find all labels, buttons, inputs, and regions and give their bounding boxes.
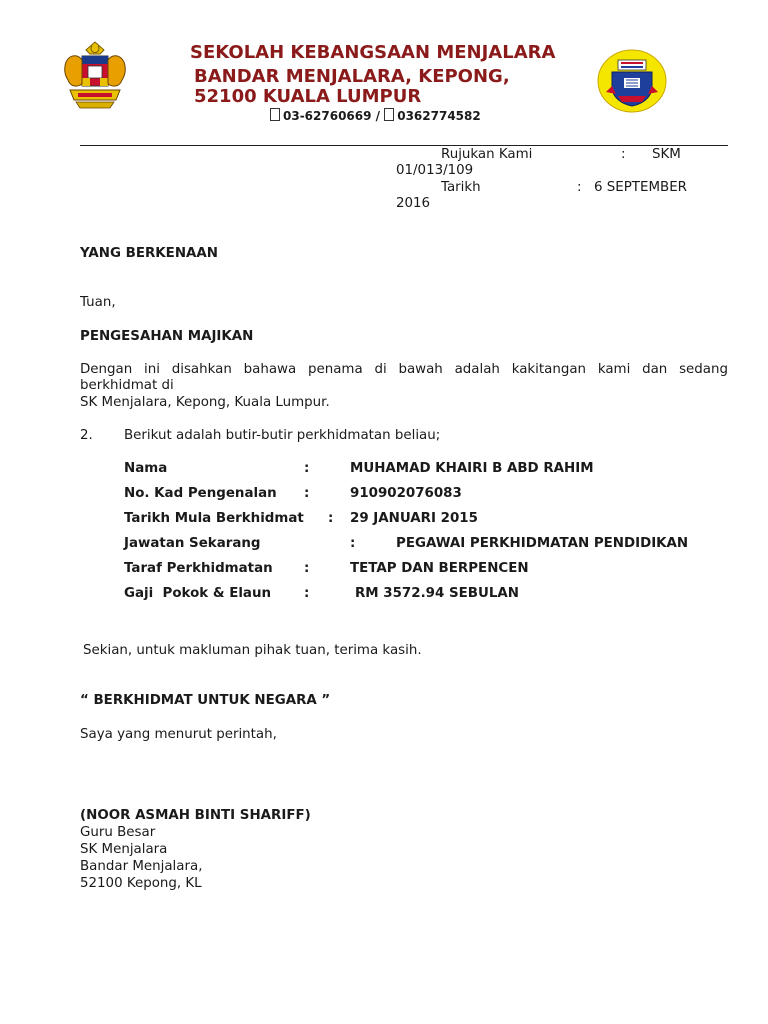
rujukan-label: Rujukan Kami <box>441 147 533 162</box>
detail-colon: : <box>328 511 334 526</box>
header-divider <box>80 145 728 146</box>
signatory-address-line3: 52100 Kepong, KL <box>80 876 202 891</box>
detail-value: PEGAWAI PERKHIDMATAN PENDIDIKAN <box>396 536 689 551</box>
detail-colon: : <box>350 536 356 551</box>
recipient: YANG BERKENAAN <box>80 246 218 261</box>
detail-value: RM 3572.94 SEBULAN <box>355 586 519 601</box>
para2-text: Berikut adalah butir-butir perkhidmatan beliau; <box>124 428 441 443</box>
school-name: SEKOLAH KEBANGSAAN MENJALARA <box>190 42 556 63</box>
detail-value: MUHAMAD KHAIRI B ABD RAHIM <box>350 461 594 476</box>
signatory-address-line1: SK Menjalara <box>80 842 168 857</box>
intro-line1: Dengan ini disahkan bahawa penama di bawah adalah kakitangan kami dan sedang <box>80 362 728 377</box>
sign-intro: Saya yang menurut perintah, <box>80 727 277 742</box>
detail-colon: : <box>304 486 310 501</box>
closing-text: Sekian, untuk makluman pihak tuan, terima kasih. <box>83 643 422 658</box>
tarikh-colon: : <box>577 180 582 195</box>
detail-colon: : <box>304 461 310 476</box>
phone-icon <box>384 108 394 121</box>
para2-number: 2. <box>80 428 93 443</box>
tarikh-value: 6 SEPTEMBER <box>594 180 687 195</box>
phone-icon <box>270 108 280 121</box>
intro-line3: SK Menjalara, Kepong, Kuala Lumpur. <box>80 395 330 410</box>
tarikh-label: Tarikh <box>441 180 481 195</box>
detail-colon: : <box>304 586 310 601</box>
detail-label: Tarikh Mula Berkhidmat <box>124 511 304 526</box>
detail-value: TETAP DAN BERPENCEN <box>350 561 529 576</box>
rujukan-value: SKM <box>652 147 681 162</box>
detail-value: 29 JANUARI 2015 <box>350 511 478 526</box>
tarikh-value-cont: 2016 <box>396 196 431 211</box>
detail-label: No. Kad Pengenalan <box>124 486 277 501</box>
malaysia-coat-of-arms-icon <box>62 40 128 110</box>
rujukan-value-cont: 01/013/109 <box>396 163 474 178</box>
rujukan-colon: : <box>621 147 626 162</box>
detail-colon: : <box>304 561 310 576</box>
signatory-title: Guru Besar <box>80 825 156 840</box>
detail-label: Nama <box>124 461 168 476</box>
signatory-address-line2: Bandar Menjalara, <box>80 859 203 874</box>
intro-line2: berkhidmat di <box>80 378 174 393</box>
subject-heading: PENGESAHAN MAJIKAN <box>80 329 254 344</box>
school-crest-icon <box>596 48 668 114</box>
detail-label: Gaji Pokok & Elaun <box>124 586 272 601</box>
detail-label: Taraf Perkhidmatan <box>124 561 273 576</box>
detail-value: 910902076083 <box>350 486 462 501</box>
school-address-line1: BANDAR MENJALARA, KEPONG, <box>194 66 510 87</box>
salutation: Tuan, <box>80 295 116 310</box>
phone-number-2: 0362774582 <box>397 109 481 123</box>
school-phone <box>270 108 481 123</box>
school-address-line2: 52100 KUALA LUMPUR <box>194 86 422 107</box>
detail-label: Jawatan Sekarang <box>124 536 261 551</box>
motto: “ BERKHIDMAT UNTUK NEGARA ” <box>80 693 331 708</box>
phone-number-1: 03-62760669 / <box>283 109 385 123</box>
signatory-name: (NOOR ASMAH BINTI SHARIFF) <box>80 808 311 823</box>
